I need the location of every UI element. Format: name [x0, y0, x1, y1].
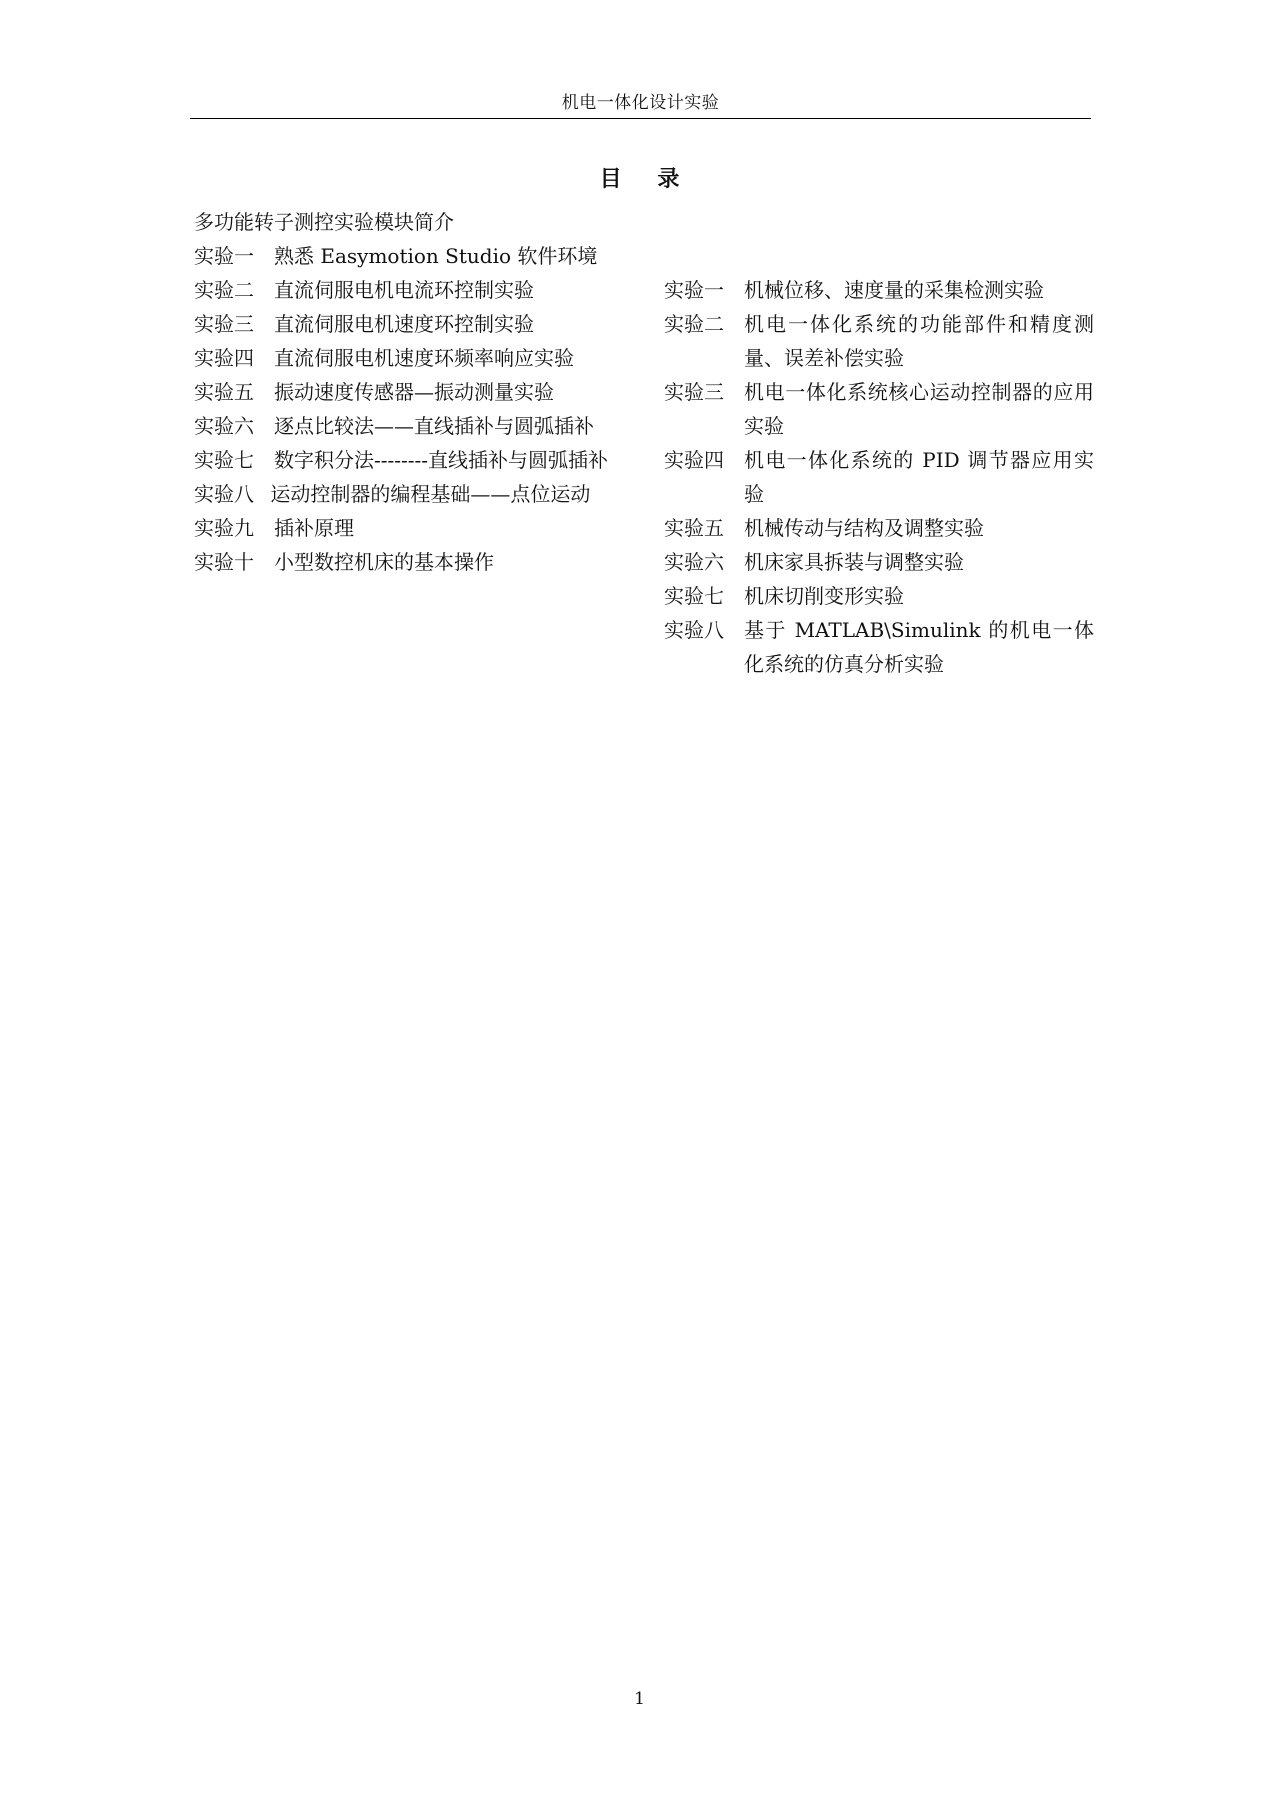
toc-entry-title: 机床切削变形实验: [744, 584, 904, 608]
toc-entry[interactable]: [194, 307, 634, 341]
page-number: 1: [634, 1689, 645, 1709]
toc-entry-number: 实验八: [194, 482, 254, 506]
toc-entry-number: 实验一: [664, 278, 724, 302]
toc-entry[interactable]: [664, 307, 1094, 375]
toc-entry[interactable]: [664, 511, 1094, 545]
toc-entry-number: 实验五: [194, 380, 254, 404]
toc-entry[interactable]: [194, 273, 634, 307]
toc-entry-title: 逐点比较法——直线插补与圆弧插补: [274, 414, 594, 438]
toc-entry-title: 插补原理: [274, 516, 354, 540]
toc-entry-number: 实验四: [194, 346, 254, 370]
toc-right-column: [664, 273, 1094, 681]
toc-entry[interactable]: [664, 273, 1094, 307]
toc-entry[interactable]: [194, 477, 634, 511]
toc-entry-title: 机械传动与结构及调整实验: [744, 516, 984, 540]
toc-entry-number: 实验三: [664, 380, 724, 404]
toc-intro-entry[interactable]: 多功能转子测控实验模块简介: [194, 210, 454, 234]
page-header: [190, 88, 1091, 119]
toc-heading: 目 录: [599, 166, 694, 192]
toc-entry-number: 实验八: [664, 618, 724, 642]
toc-entry-title: 机电一体化系统的功能部件和精度测量、误差补偿实验: [744, 312, 1094, 370]
toc-entry[interactable]: [194, 545, 634, 579]
toc-entry[interactable]: [194, 511, 634, 545]
toc-entry-title: 小型数控机床的基本操作: [274, 550, 494, 574]
toc-entry-title: 机电一体化系统核心运动控制器的应用实验: [744, 380, 1094, 438]
toc-entry-title: 机床家具拆装与调整实验: [744, 550, 964, 574]
toc-entry-title: 直流伺服电机速度环频率响应实验: [274, 346, 574, 370]
toc-entry[interactable]: [664, 579, 1094, 613]
toc-entry[interactable]: [194, 409, 634, 443]
toc-entry-number: 实验七: [194, 448, 254, 472]
toc-entry-title: 机电一体化系统的 PID 调节器应用实验: [744, 448, 1094, 506]
toc-entry-number: 实验三: [194, 312, 254, 336]
toc-entry-number: 实验六: [194, 414, 254, 438]
toc-entry-number: 实验九: [194, 516, 254, 540]
toc-entry-title: 振动速度传感器—振动测量实验: [274, 380, 554, 404]
toc-entry[interactable]: [664, 443, 1094, 511]
toc-entry-number: 实验二: [664, 312, 724, 336]
toc-entry-number: 实验十: [194, 550, 254, 574]
toc-entry-title: 机械位移、速度量的采集检测实验: [744, 278, 1044, 302]
toc-entry[interactable]: [664, 545, 1094, 579]
toc-entry[interactable]: [194, 443, 634, 477]
toc-entry-number: 实验二: [194, 278, 254, 302]
toc-entry-title: 运动控制器的编程基础——点位运动: [270, 482, 591, 506]
toc-entry-title: 直流伺服电机电流环控制实验: [274, 278, 534, 302]
toc-entry-number: 实验六: [664, 550, 724, 574]
toc-entry[interactable]: [664, 613, 1094, 681]
toc-entry[interactable]: [194, 375, 634, 409]
toc-entry-title: 熟悉 Easymotion Studio 软件环境: [274, 244, 598, 268]
toc-entry[interactable]: [194, 341, 634, 375]
toc-entry-title: 基于 MATLAB\Simulink 的机电一体化系统的仿真分析实验: [744, 618, 1094, 676]
toc-entry[interactable]: [194, 239, 634, 273]
toc-entry-title: 直流伺服电机速度环控制实验: [274, 312, 534, 336]
toc-entry[interactable]: [664, 375, 1094, 443]
toc-left-column: [194, 239, 634, 579]
header-title: 机电一体化设计实验: [561, 93, 720, 113]
toc-entry-number: 实验一: [194, 244, 254, 268]
toc-entry-number: 实验五: [664, 516, 724, 540]
toc-entry-title: 数字积分法--------直线插补与圆弧插补: [274, 448, 609, 472]
toc-entry-number: 实验四: [664, 448, 724, 472]
toc-entry-number: 实验七: [664, 584, 724, 608]
